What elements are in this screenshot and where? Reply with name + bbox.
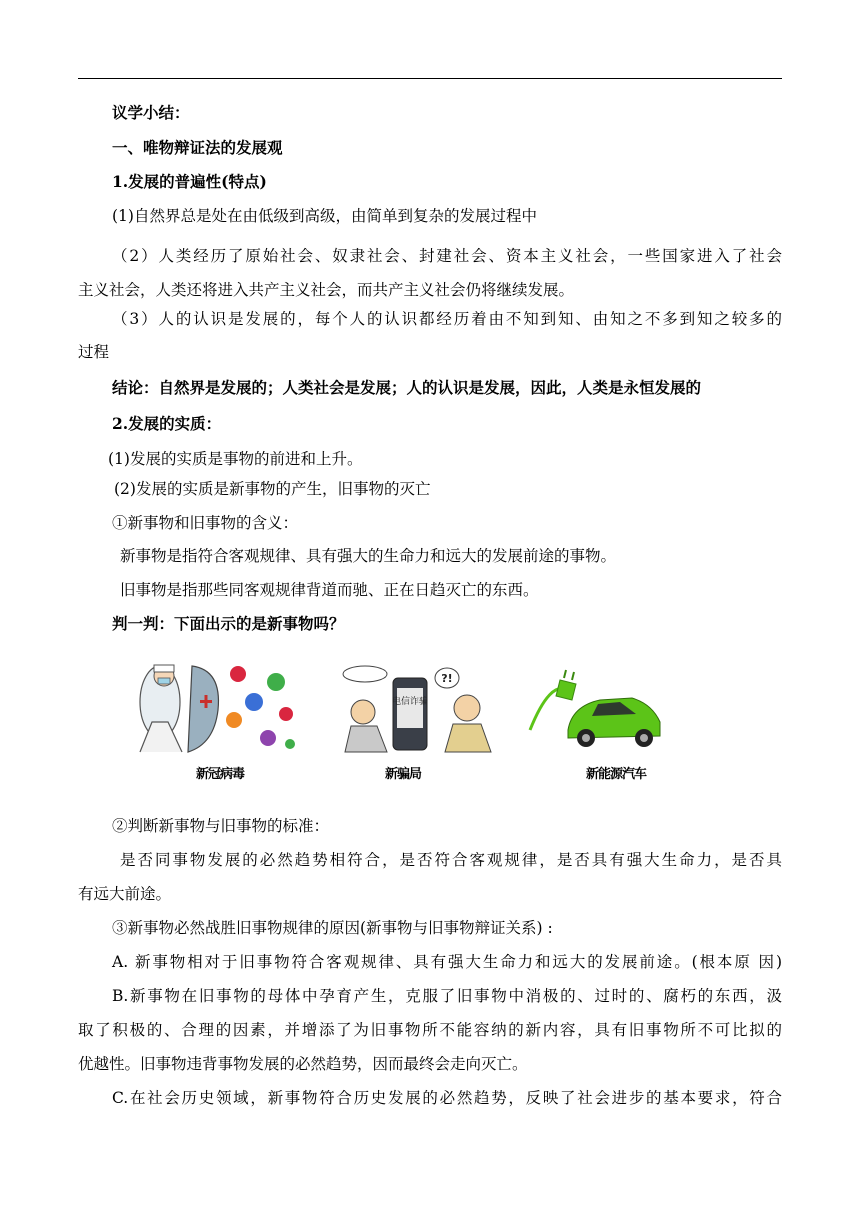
paragraph: (2)发展的实质是新事物的产生，旧事物的灭亡: [114, 480, 431, 498]
paragraph: 是否同事物发展的必然趋势相符合，是否符合客观规律，是否具有强大生命力，是否具: [120, 851, 782, 869]
paragraph: （2）人类经历了原始社会、奴隶社会、封建社会、资本主义社会，一些国家进入了社会: [112, 247, 782, 265]
electric-car-illustration: [520, 660, 670, 755]
heading-1-2: 2.发展的实质：: [112, 414, 222, 433]
paragraph: 主义社会，人类还将进入共产主义社会，而共产主义社会仍将继续发展。: [78, 281, 575, 299]
paragraph: ③新事物必然战胜旧事物规律的原因(新事物与旧事物辩证关系) :: [112, 919, 553, 937]
paragraph: C.在社会历史领域，新事物符合历史发展的必然趋势，反映了社会进步的基本要求，符合: [112, 1089, 782, 1107]
conclusion: 结论：自然界是发展的；人类社会是发展；人的认识是发展，因此，人类是永恒发展的: [112, 378, 702, 397]
example-images: [130, 660, 675, 780]
phone-scam-illustration: [335, 660, 505, 755]
header-rule: [78, 78, 782, 79]
judge-prompt: 判一判：下面出示的是新事物吗？: [112, 614, 345, 633]
speech-bubble-text: ?!: [441, 672, 453, 685]
paragraph: ②判断新事物与旧事物的标准：: [112, 817, 330, 835]
section-heading: 议学小结：: [112, 103, 190, 122]
heading-1: 一、唯物辩证法的发展观: [112, 138, 283, 157]
heading-1-1: 1.发展的普遍性(特点): [112, 172, 267, 191]
paragraph: A. 新事物相对于旧事物符合客观规律、具有强大生命力和远大的发展前途。(根本原 因): [112, 953, 782, 971]
image-caption: 新骗局: [385, 767, 422, 782]
paragraph: 优越性。旧事物违背事物发展的必然趋势，因而最终会走向灭亡。: [78, 1055, 528, 1073]
image-caption: 新能源汽车: [586, 767, 647, 782]
image-caption: 新冠病毒: [196, 767, 245, 782]
paragraph: ①新事物和旧事物的含义：: [112, 514, 299, 532]
paragraph: （3）人的认识是发展的，每个人的认识都经历着由不知到知、由知之不多到知之较多的: [112, 310, 782, 328]
paragraph: (1)发展的实质是事物的前进和上升。: [108, 450, 363, 468]
paragraph: 新事物是指符合客观规律、具有强大的生命力和远大的发展前途的事物。: [120, 547, 617, 565]
phone-screen-text: 电信诈骗: [391, 697, 429, 707]
paragraph: 有远大前途。: [78, 885, 172, 903]
paragraph: (1)自然界总是处在由低级到高级，由简单到复杂的发展过程中: [112, 207, 537, 225]
paragraph: 旧事物是指那些同客观规律背道而驰、正在日趋灭亡的东西。: [120, 581, 539, 599]
paragraph: B.新事物在旧事物的母体中孕育产生，克服了旧事物中消极的、过时的、腐朽的东西，汲: [112, 987, 782, 1005]
paragraph: 过程: [78, 343, 110, 361]
paragraph: 取了积极的、合理的因素，并增添了为旧事物所不能容纳的新内容，具有旧事物所不可比拟的: [78, 1021, 782, 1039]
doctor-virus-illustration: [130, 660, 300, 755]
